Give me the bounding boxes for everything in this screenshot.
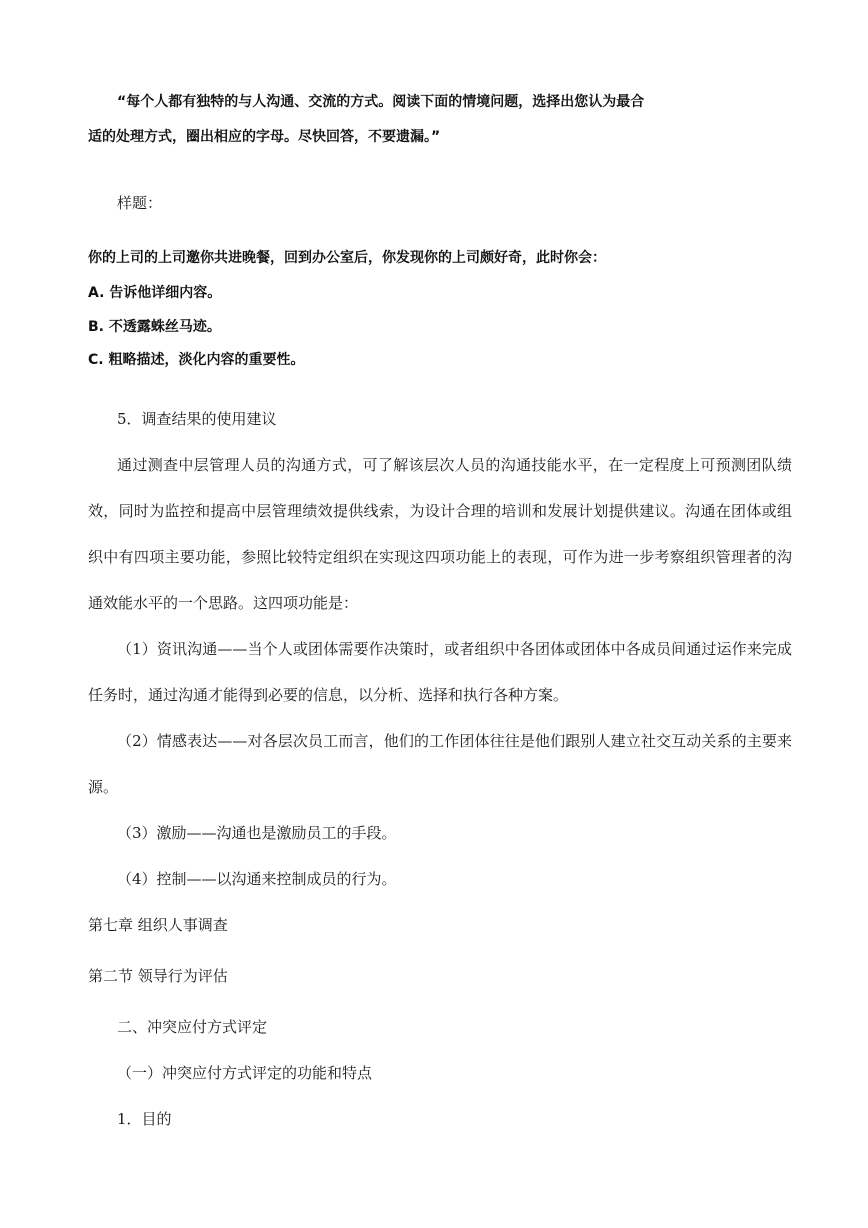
func2-line-2: 源。 (88, 778, 119, 796)
sample-label: 样题： (117, 194, 163, 212)
chapter-heading: 第七章 组织人事调查 (88, 916, 228, 934)
item-1-heading: 1．目的 (117, 1110, 172, 1128)
option-b: B. 不透露蛛丝马迹。 (88, 319, 221, 335)
func3-line: （3）激励——沟通也是激励员工的手段。 (117, 824, 397, 842)
para1-line-3: 织中有四项主要功能，参照比较特定组织在实现这四项功能上的表现，可作为进一步考察组织管理者的沟 (88, 548, 792, 566)
sub-heading: 二、冲突应付方式评定 (117, 1018, 268, 1036)
question-text: 你的上司的上司邀你共进晚餐，回到办公室后，你发现你的上司颇好奇，此时你会： (88, 250, 606, 266)
section-5-heading: 5．调查结果的使用建议 (117, 410, 277, 428)
func1-line-2: 任务时，通过沟通才能得到必要的信息，以分析、选择和执行各种方案。 (88, 686, 569, 704)
func2-line-1: （2）情感表达——对各层次员工而言，他们的工作团体往往是他们跟别人建立社交互动关系的主要来 (117, 732, 792, 750)
option-a: A. 告诉他详细内容。 (88, 285, 222, 301)
intro-line-1: “每个人都有独特的与人沟通、交流的方式。阅读下面的情境问题，选择出您认为最合 (117, 94, 645, 110)
para1-line-4: 通效能水平的一个思路。这四项功能是： (88, 594, 359, 612)
func4-line: （4）控制——以沟通来控制成员的行为。 (117, 870, 397, 888)
option-c: C. 粗略描述，淡化内容的重要性。 (88, 352, 305, 368)
intro-line-2: 适的处理方式，圈出相应的字母。尽快回答，不要遗漏。” (88, 129, 441, 145)
para1-line-1: 通过测查中层管理人员的沟通方式，可了解该层次人员的沟通技能水平，在一定程度上可预测团队绩 (117, 456, 792, 474)
func1-line-1: （1）资讯沟通——当个人或团体需要作决策时，或者组织中各团体或团体中各成员间通过运作来完成 (117, 640, 792, 658)
section-heading: 第二节 领导行为评估 (88, 967, 228, 985)
para1-line-2: 效，同时为监控和提高中层管理绩效提供线索，为设计合理的培训和发展计划提供建议。沟通在团体或组 (88, 502, 792, 520)
sub-sub-heading: （一）冲突应付方式评定的功能和特点 (117, 1064, 373, 1082)
